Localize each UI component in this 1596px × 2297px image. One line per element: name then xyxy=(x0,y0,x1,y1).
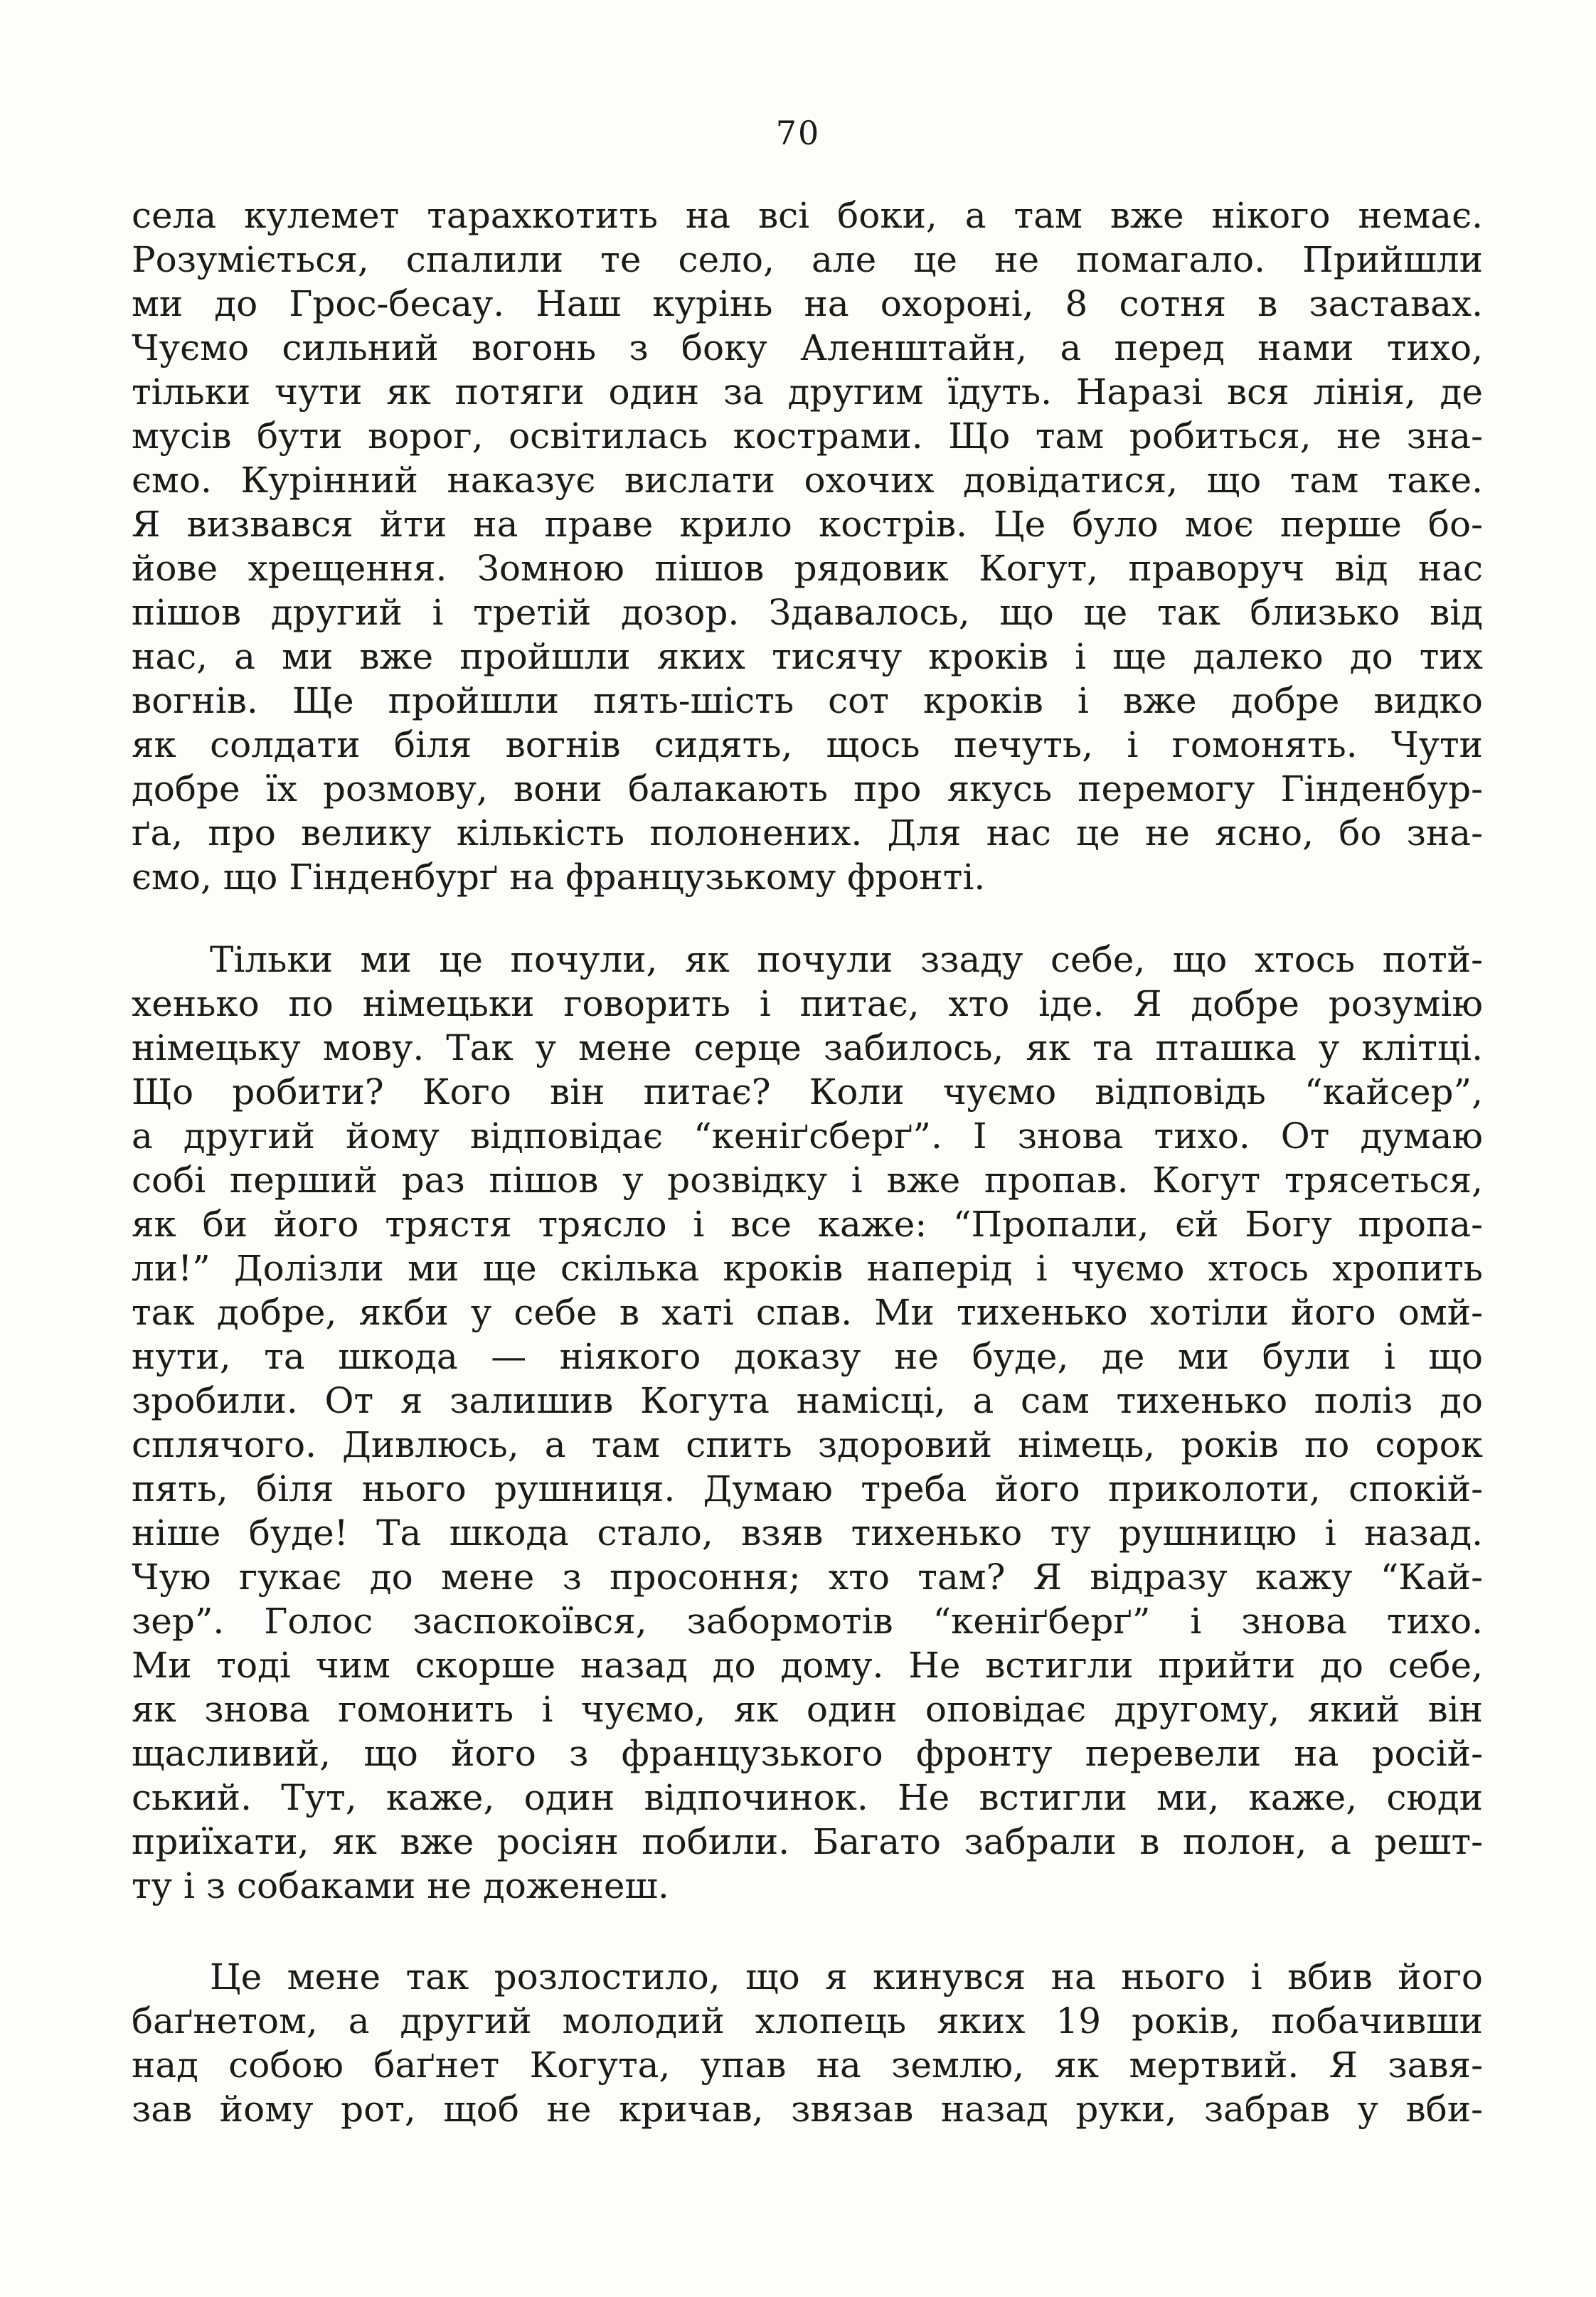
paragraph-2 xyxy=(132,938,1483,1908)
text-line: нути, та шкода — ніякого доказу не буде, де ми були і що xyxy=(132,1336,1483,1377)
text-line: йове хрещення. Зомною пішов рядовик Когут, праворуч від нас xyxy=(132,548,1483,589)
text-line: пять, біля нього рушниця. Думаю треба його приколоти, спокій- xyxy=(132,1468,1483,1510)
text-line: Це мене так розлостило, що я кинувся на нього і вбив його xyxy=(210,1956,1483,1998)
paragraph-1 xyxy=(132,193,1483,899)
paragraph-3 xyxy=(132,1955,1483,2131)
text-line: добре їх розмову, вони балакають про якусь перемогу Гінденбур- xyxy=(132,768,1483,810)
text-line: ту і з собаками не доженеш. xyxy=(132,1865,669,1906)
text-line: Тільки ми це почули, як почули ззаду себе, що хтось потй- xyxy=(210,939,1483,980)
text-line: над собою баґнет Когута, упав на землю, як мертвий. Я завя- xyxy=(132,2044,1483,2086)
text-line: вогнів. Ще пройшли пять-шість сот кроків і вже добре видко xyxy=(132,680,1483,721)
text-line: Я визвався йти на праве крило кострів. Це було моє перше бо- xyxy=(132,504,1483,545)
text-line: щасливий, що його з французького фронту перевели на росій- xyxy=(132,1733,1483,1774)
text-line: Розуміється, спалили те село, але це не помагало. Прийшли xyxy=(132,239,1483,280)
text-line: ємо. Курінний наказує вислати охочих довідатися, що там таке. xyxy=(132,460,1483,501)
text-line: як солдати біля вогнів сидять, щось печуть, і гомонять. Чути xyxy=(132,724,1483,765)
text-line: приїхати, як вже росіян побили. Багато забрали в полон, а решт- xyxy=(132,1821,1483,1862)
text-line: Що робити? Кого він питає? Коли чуємо відповідь “кайсер”, xyxy=(132,1071,1483,1113)
text-line: ми до Грос-бесау. Наш курінь на охороні, 8 сотня в заставах. xyxy=(132,283,1483,324)
text-line: ґа, про велику кількість полонених. Для нас це не ясно, бо зна- xyxy=(132,812,1483,854)
text-line: пішов другий і третій дозор. Здавалось, що це так близько від xyxy=(132,592,1483,633)
text-line: села кулемет тарахкотить на всі боки, а там вже нікого немає. xyxy=(132,195,1483,236)
text-line: мусів бути ворог, освітилась кострами. Що там робиться, не зна- xyxy=(132,415,1483,457)
text-line: собі перший раз пішов у розвідку і вже пропав. Когут трясеться, xyxy=(132,1160,1483,1201)
text-line: нас, а ми вже пройшли яких тисячу кроків і ще далеко до тих xyxy=(132,636,1483,677)
text-line: а другий йому відповідає “кеніґсберґ”. І знова тихо. От думаю xyxy=(132,1115,1483,1157)
text-line: Чуємо сильний вогонь з боку Аленштайн, а перед нами тихо, xyxy=(132,327,1483,368)
text-line: зер”. Голос заспокоївся, забормотів “кеніґберґ” і знова тихо. xyxy=(132,1601,1483,1642)
text-line: як би його трястя трясло і все каже: “Пропали, єй Богу пропа- xyxy=(132,1204,1483,1245)
text-line: сплячого. Дивлюсь, а там спить здоровий німець, років по сорок xyxy=(132,1424,1483,1465)
text-line: хенько по німецьки говорить і питає, хто іде. Я добре розумію xyxy=(132,983,1483,1024)
text-line: Чую гукає до мене з просоння; хто там? Я відразу кажу “Кай- xyxy=(132,1556,1483,1598)
text-line: так добре, якби у себе в хаті спав. Ми тихенько хотіли його омй- xyxy=(132,1292,1483,1333)
page-number: 70 xyxy=(775,114,821,152)
text-line: зробили. От я залишив Когута намісці, а сам тихенько поліз до xyxy=(132,1380,1483,1421)
text-line: Ми тоді чим скорше назад до дому. Не встигли прийти до себе, xyxy=(132,1645,1483,1686)
text-line: як знова гомонить і чуємо, як один оповідає другому, який він xyxy=(132,1689,1483,1730)
text-line: ли!” Долізли ми ще скілька кроків наперід і чуємо хтось хропить xyxy=(132,1248,1483,1289)
text-line: ємо, що Гінденбурґ на французькому фронті. xyxy=(132,856,986,898)
text-line: ський. Тут, каже, один відпочинок. Не встигли ми, каже, сюди xyxy=(132,1777,1483,1818)
text-line: тільки чути як потяги один за другим їдуть. Наразі вся лінія, де xyxy=(132,371,1483,413)
text-line: ніше буде! Та шкода стало, взяв тихенько ту рушницю і назад. xyxy=(132,1512,1483,1554)
text-line: зав йому рот, щоб не кричав, звязав назад руки, забрав у вби- xyxy=(132,2089,1483,2130)
text-line: баґнетом, а другий молодий хлопець яких 19 років, побачивши xyxy=(132,2000,1483,2042)
text-line: німецьку мову. Так у мене серце забилось, як та пташка у клітці. xyxy=(132,1027,1483,1068)
